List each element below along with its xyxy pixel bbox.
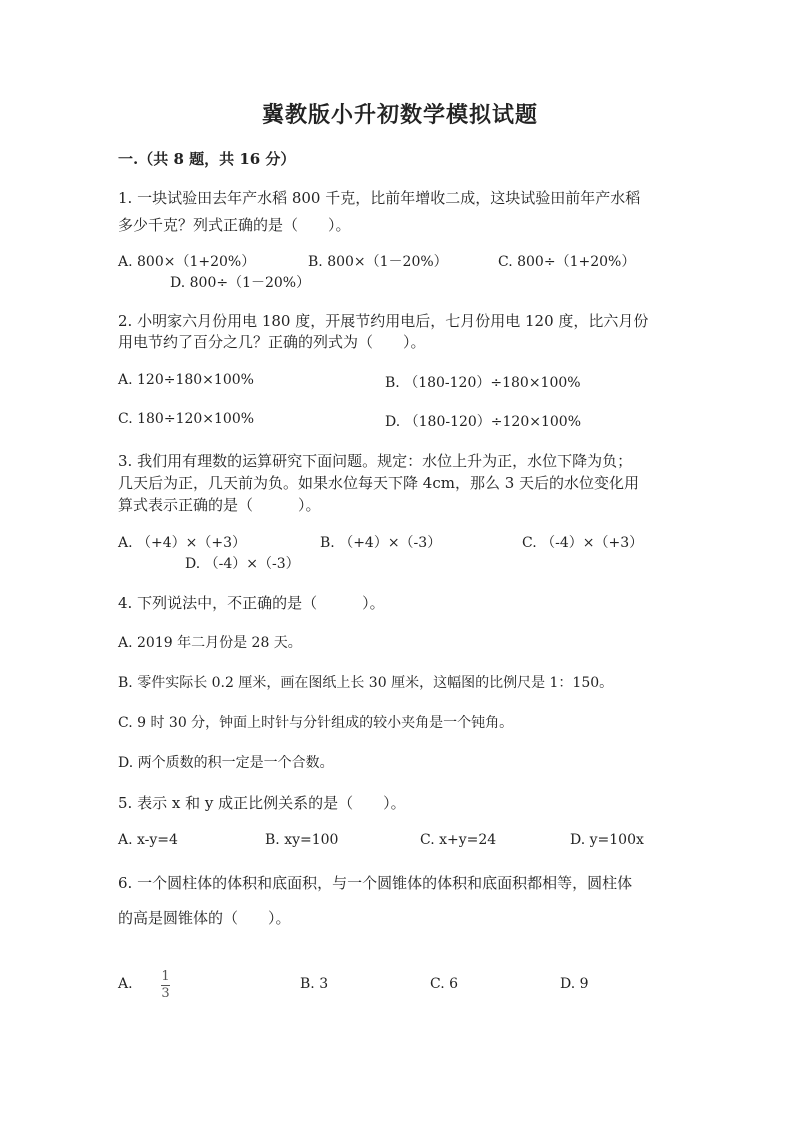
q3-line-2: 几天后为正，几天前为负。如果水位每天下降 4cm，那么 3 天后的水位变化用 bbox=[118, 474, 640, 492]
q3-option-b: B. （+4）×（-3） bbox=[320, 535, 442, 551]
q6-option-c: C. 6 bbox=[430, 976, 459, 992]
q1-option-d: D. 800÷（1－20%） bbox=[170, 275, 311, 291]
exam-title: 冀教版小升初数学模拟试题 bbox=[261, 102, 538, 128]
q5-option-c: C. x+y=24 bbox=[420, 832, 497, 848]
q6-option-d: D. 9 bbox=[560, 976, 589, 992]
q1-line-1: 1. 一块试验田去年产水稻 800 千克，比前年增收二成，这块试验田前年产水稻 bbox=[118, 189, 641, 207]
q1-option-a: A. 800×（1+20%） bbox=[118, 254, 256, 270]
q1-line-2: 多少千克？列式正确的是（ ）。 bbox=[118, 216, 351, 234]
section-heading: 一.（共 8 题，共 16 分） bbox=[118, 150, 296, 168]
q2-option-b: B. （180-120）÷180×100% bbox=[385, 375, 581, 391]
q3-line-3: 算式表示正确的是（ ）。 bbox=[118, 496, 321, 514]
fraction-one-third bbox=[161, 970, 170, 1001]
fraction-denominator: 3 bbox=[161, 986, 170, 1001]
q6-option-a: A. bbox=[118, 976, 133, 992]
q1-option-c: C. 800÷（1+20%） bbox=[498, 254, 636, 270]
q5-option-d: D. y=100x bbox=[570, 832, 644, 848]
fraction-numerator: 1 bbox=[161, 969, 170, 984]
q2-option-a: A. 120÷180×100% bbox=[118, 372, 254, 388]
q5-option-a: A. x-y=4 bbox=[118, 832, 178, 848]
q3-option-c: C. （-4）×（+3） bbox=[522, 535, 644, 551]
q5-option-b: B. xy=100 bbox=[265, 832, 339, 848]
q3-option-d: D. （-4）×（-3） bbox=[185, 556, 300, 572]
q5-line-1: 5. 表示 x 和 y 成正比例关系的是（ ）。 bbox=[118, 794, 406, 812]
q6-line-2: 的高是圆锥体的（ ）。 bbox=[118, 909, 291, 927]
q4-option-b: B. 零件实际长 0.2 厘米，画在图纸上长 30 厘米，这幅图的比例尺是 1：150。 bbox=[118, 675, 614, 691]
q4-option-a: A. 2019 年二月份是 28 天。 bbox=[118, 635, 302, 651]
q2-line-1: 2. 小明家六月份用电 180 度，开展节约用电后，七月份用电 120 度，比六月份 bbox=[118, 312, 649, 330]
q2-option-c: C. 180÷120×100% bbox=[118, 411, 255, 427]
q2-option-d: D. （180-120）÷120×100% bbox=[385, 414, 582, 430]
q4-option-d: D. 两个质数的积一定是一个合数。 bbox=[118, 755, 334, 771]
q4-line-1: 4. 下列说法中，不正确的是（ ）。 bbox=[118, 594, 385, 612]
q3-line-1: 3. 我们用有理数的运算研究下面问题。规定：水位上升为正，水位下降为负； bbox=[118, 452, 633, 470]
q2-line-2: 用电节约了百分之几？正确的列式为（ ）。 bbox=[118, 333, 426, 351]
q4-option-c: C. 9 时 30 分，钟面上时针与分针组成的较小夹角是一个钝角。 bbox=[118, 715, 514, 731]
q6-line-1: 6. 一个圆柱体的体积和底面积，与一个圆锥体的体积和底面积都相等，圆柱体 bbox=[118, 874, 633, 892]
q3-option-a: A. （+4）×（+3） bbox=[118, 535, 247, 551]
q1-option-b: B. 800×（1－20%） bbox=[308, 254, 448, 270]
q6-option-b: B. 3 bbox=[300, 976, 329, 992]
